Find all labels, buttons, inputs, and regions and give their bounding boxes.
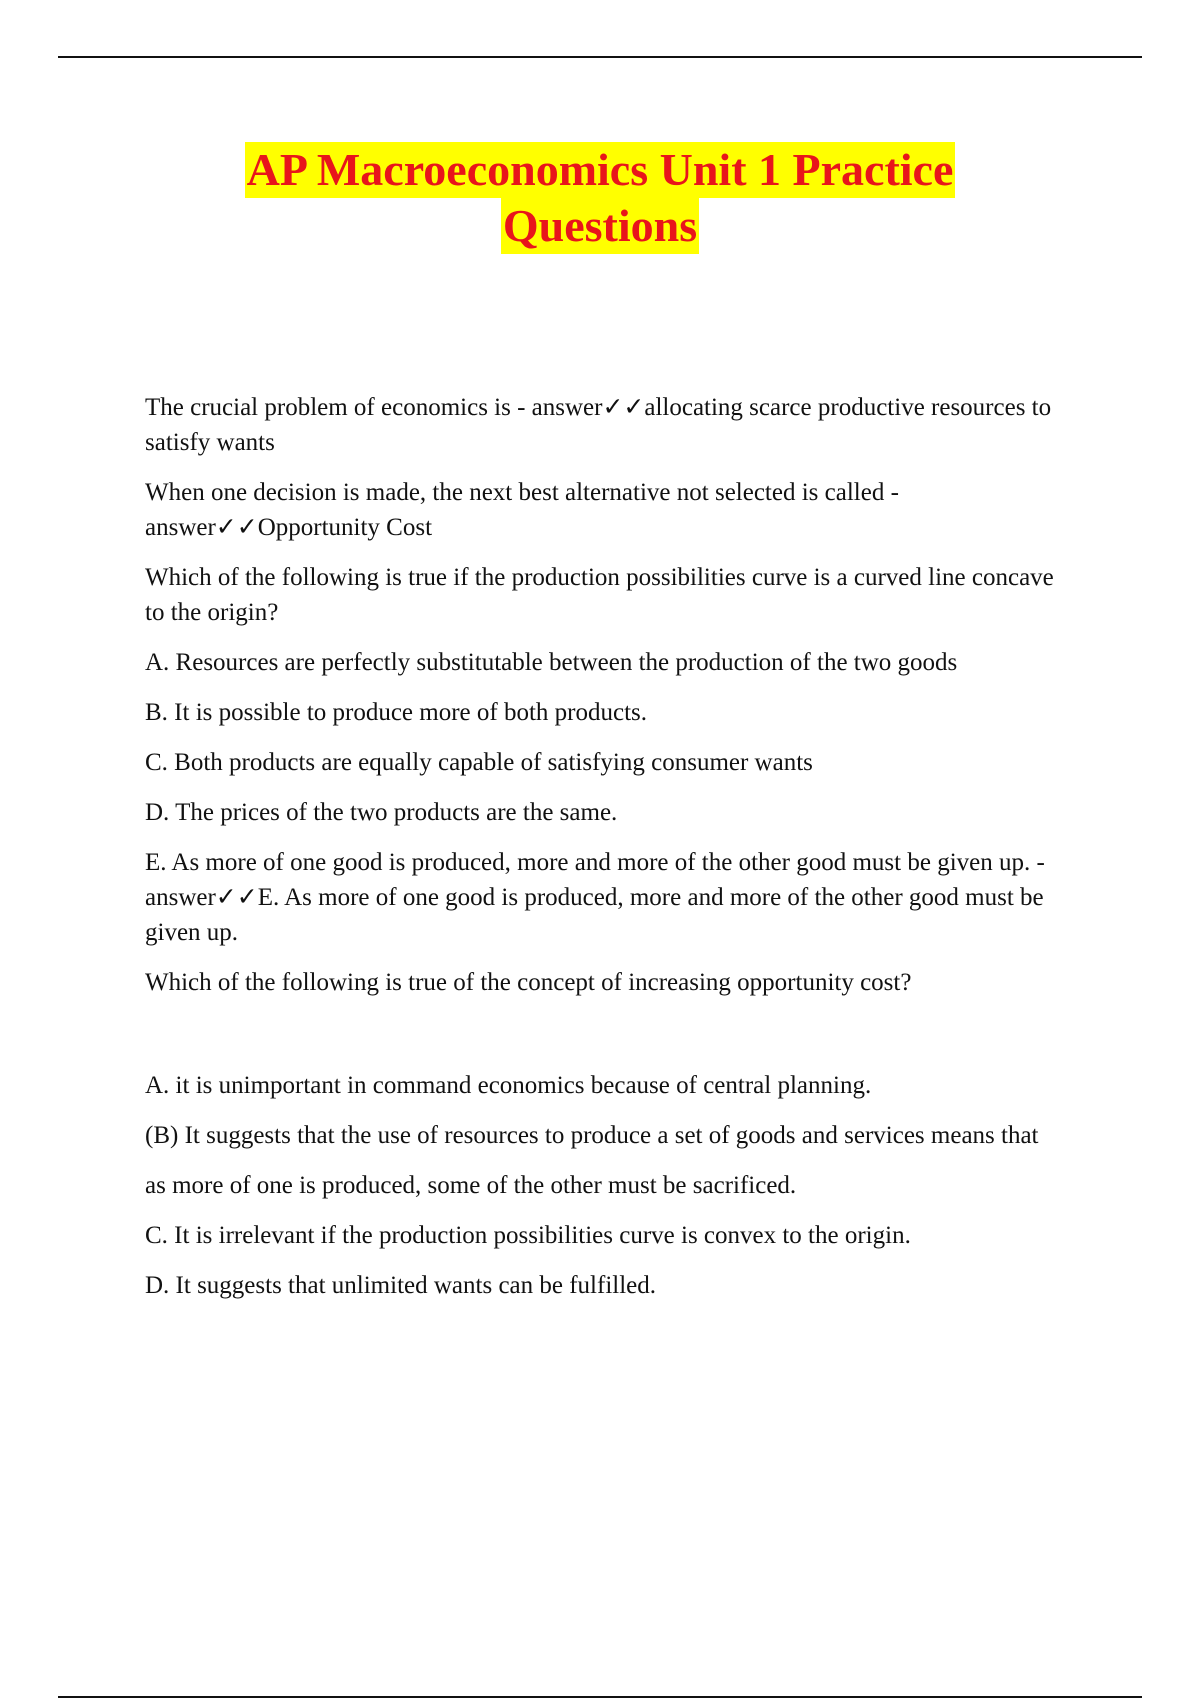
option-a: A. Resources are perfectly substitutable between the production of the two goods	[145, 649, 958, 676]
paragraph-q1: The crucial problem of economics is - answer✓✓allocating scarce productive resources to satisfy wants	[145, 394, 1052, 456]
document-body	[145, 390, 1075, 1318]
top-rule	[58, 56, 1142, 58]
q4-option-b: (B) It suggests that the use of resources to produce a set of goods and services means that	[145, 1122, 1039, 1149]
option-d: D. The prices of the two products are the same.	[145, 799, 618, 826]
option-e-answer: E. As more of one good is produced, more and more of the other good must be given up. - answer✓✓E. As more of one good is produced, more and more of the other good must be given up.	[145, 849, 1045, 946]
q4-option-a: A. it is unimportant in command economics because of central planning.	[145, 1072, 872, 1099]
title-line-2: Questions	[501, 198, 699, 254]
paragraph-q3: Which of the following is true if the production possibilities curve is a curved line concave to the origin?	[145, 564, 1054, 626]
q4-option-c: C. It is irrelevant if the production possibilities curve is convex to the origin.	[145, 1222, 911, 1249]
option-b: B. It is possible to produce more of both products.	[145, 699, 648, 726]
q4-option-b-continued: as more of one is produced, some of the other must be sacrificed.	[145, 1172, 797, 1199]
paragraph-q2: When one decision is made, the next best alternative not selected is called - answer✓✓Opportunity Cost	[145, 479, 899, 541]
document-title	[0, 142, 1200, 254]
bottom-rule	[58, 1696, 1142, 1698]
option-c: C. Both products are equally capable of satisfying consumer wants	[145, 749, 813, 776]
q4-option-d: D. It suggests that unlimited wants can be fulfilled.	[145, 1272, 657, 1299]
title-line-1: AP Macroeconomics Unit 1 Practice	[245, 142, 956, 198]
paragraph-q4: Which of the following is true of the concept of increasing opportunity cost?	[145, 969, 912, 996]
